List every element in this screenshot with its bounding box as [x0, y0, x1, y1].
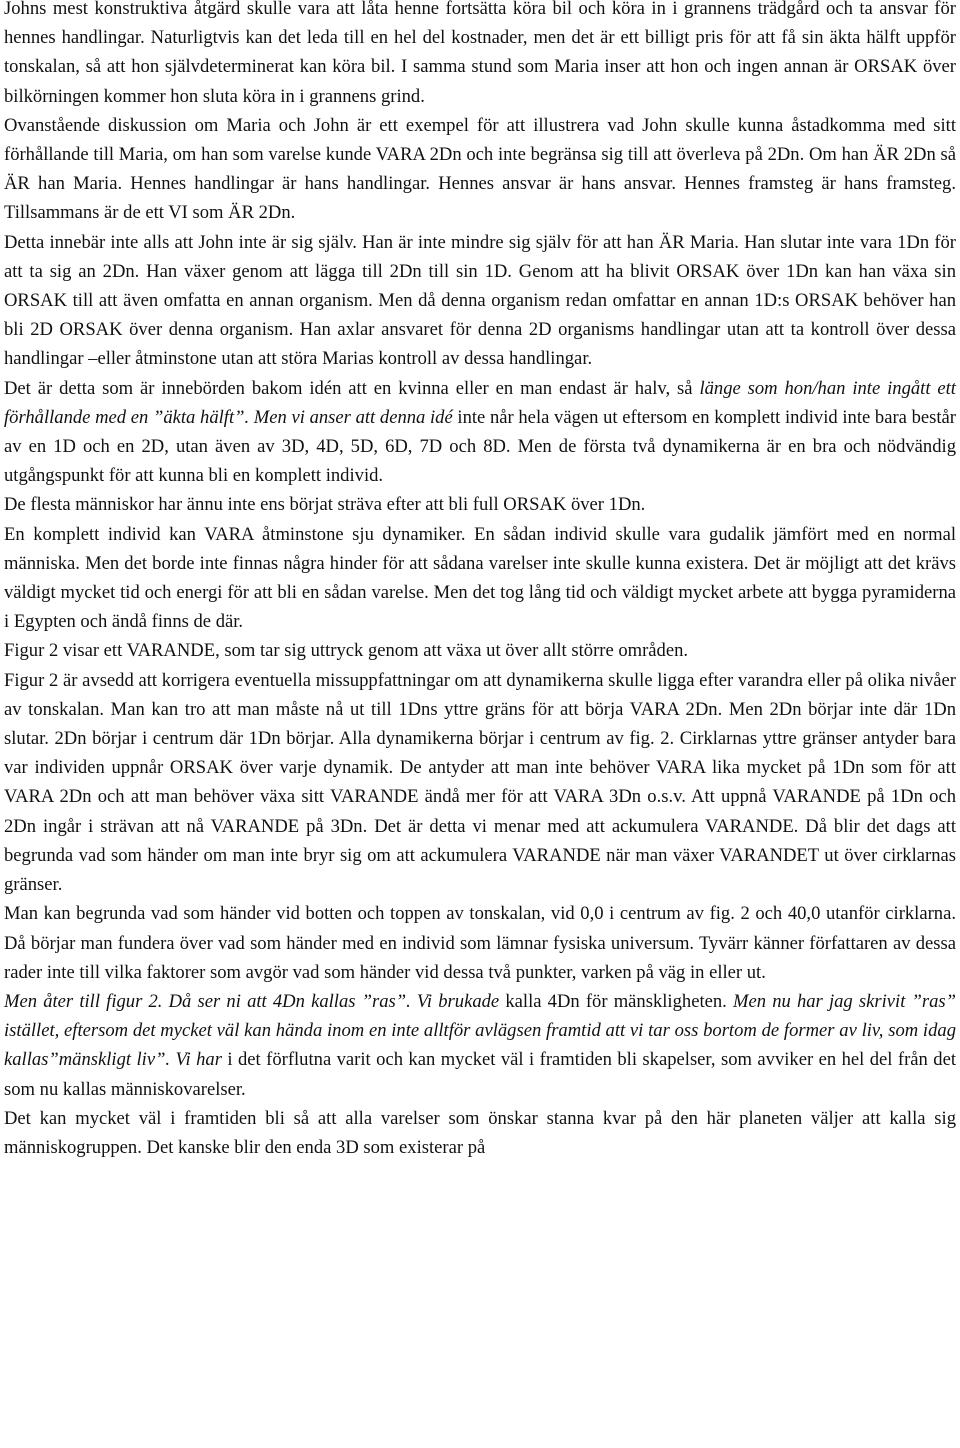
- text-run: inte når hela vägen ut eftersom en komplett individ inte bara består av en 1D och en 2D, utan även av 3D, 4D, 5D, 6D, 7D och 8D. Men de första två dynamikerna är en bra och nödvändig utgångspunkt för att kunna bli en komplett individ.: [4, 406, 956, 487]
- text-run: Johns mest konstruktiva åtgärd skulle vara att låta henne fortsätta köra bil och köra in i grannens trädgård och ta ansvar för hennes handlingar. Naturligtvis kan det leda till en hel del kostnader, men det är ett billigt pris för att få sin äkta hälft uppför tonskalan, så att hon självdeterminerat kan köra bil. I samma stund som Maria inser att hon och ingen annan är ORSAK över bilkörningen kommer hon sluta köra in i grannens grind.: [4, 0, 956, 107]
- paragraph-9: [4, 899, 956, 987]
- paragraph-2: [4, 111, 956, 228]
- text-run: De flesta människor har ännu inte ens börjat sträva efter att bli full ORSAK över 1Dn.: [4, 494, 646, 516]
- paragraph-7: [4, 636, 956, 665]
- text-run: Man kan begrunda vad som händer vid botten och toppen av tonskalan, vid 0,0 i centrum av fig. 2 och 40,0 utanför cirklarna. Då börjar man fundera över vad som händer med en individ som lämnar fysiska universum. Tyvärr känner författaren av dessa rader inte till vilka faktorer som avgör vad som händer vid dessa två punkter, varken på väg in eller ut.: [4, 903, 956, 983]
- paragraph-6: [4, 520, 956, 637]
- text-run: i det förflutna varit och kan mycket väl i framtiden bli skapelser, som avviker en hel del från det som nu kallas människovarelser.: [4, 1049, 956, 1100]
- text-run: Figur 2 är avsedd att korrigera eventuella missuppfattningar om att dynamikerna skulle ligga efter varandra eller på olika nivåer av tonskalan. Man kan tro att man måste nå ut till 1Dns yttre gräns för att börja VARA 2Dn. Men 2Dn börjar inte där 1Dn slutar. 2Dn börjar i centrum där 1Dn börjar. Alla dynamikerna börjar i centrum av fig. 2. Cirklarnas yttre gränser antyder bara var individen uppnår ORSAK över varje dynamik. De antyder att man inte behöver VARA lika mycket på 1Dn som för att VARA 2Dn och att man behöver växa sitt VARANDE ändå mer för att VARA 3Dn o.s.v. Att uppnå VARANDE på 1Dn och 2Dn ingår i strävan att nå VARANDE på 3Dn. Det är detta vi menar med att ackumulera VARANDE. Då blir det dags att begrunda vad som händer om man inte bryr sig om att ackumulera VARANDE när man växer VARANDET ut över cirklarnas gränser.: [4, 669, 956, 896]
- text-run: kalla 4Dn för mänskligheten.: [499, 990, 733, 1012]
- text-run: Figur 2 visar ett VARANDE, som tar sig uttryck genom att växa ut över allt större områden.: [4, 640, 689, 662]
- paragraph-10: [4, 987, 956, 1104]
- text-run: En komplett individ kan VARA åtminstone sju dynamiker. En sådan individ skulle vara gudalik jämfört med en normal människa. Men det borde inte finnas några hinder för att sådana varelser inte skulle kunna existera. Det är möjligt att det krävs väldigt mycket tid och energi för att bli en sådan varelse. Men det tog lång tid och väldigt mycket arbete att bygga pyramiderna i Egypten och ändå finns de där.: [4, 523, 956, 633]
- paragraph-8: [4, 666, 956, 900]
- italic-text-run: Men åter till figur 2. Då ser ni att 4Dn kallas ”ras”. Vi brukade: [4, 990, 500, 1012]
- text-run: Det är detta som är innebörden bakom idén att en kvinna eller en man endast är halv, så: [4, 377, 700, 399]
- paragraph-5: [4, 490, 956, 519]
- paragraph-11: [4, 1104, 956, 1162]
- text-run: Ovanstående diskussion om Maria och John är ett exempel för att illustrera vad John skulle kunna åstadkomma med sitt förhållande till Maria, om han som varelse kunde VARA 2Dn och inte begränsa sig till att överleva på 2Dn. Om han ÄR 2Dn så ÄR han Maria. Hennes handlingar är hans handlingar. Hennes ansvar är hans ansvar. Hennes framsteg är hans framsteg. Tillsammans är de ett VI som ÄR 2Dn.: [4, 114, 956, 224]
- text-run: Detta innebär inte alls att John inte är sig själv. Han är inte mindre sig själv för att han ÄR Maria. Han slutar inte vara 1Dn för att ta sig an 2Dn. Han växer genom att lägga till 2Dn till sin 1D. Genom att ha blivit ORSAK över 1Dn kan han växa sin ORSAK till att även omfatta en annan organism. Men då denna organism redan omfattar en annan 1D:s ORSAK behöver han bli 2D ORSAK över denna organism. Han axlar ansvaret för denna 2D organisms handlingar utan att ta kontroll över dessa handlingar –eller åtminstone utan att störa Marias kontroll av dessa handlingar.: [4, 231, 956, 370]
- italic-text-run: Men nu har jag skrivit ”ras” istället, eftersom det mycket väl kan hända inom en inte alltför avlägsen framtid att vi tar oss bortom de former av liv, som idag kallas”mänskligt liv”. Vi har: [4, 990, 957, 1071]
- paragraph-4: [4, 374, 956, 491]
- italic-text-run: länge som hon/han inte ingått ett förhållande med en ”äkta hälft”. Men vi anser att denna idé: [4, 377, 956, 428]
- paragraph-1: [4, 0, 956, 111]
- document-body: [4, 0, 956, 1162]
- text-run: Det kan mycket väl i framtiden bli så att alla varelser som önskar stanna kvar på den här planeten väljer att kalla sig människogruppen. Det kanske blir den enda 3D som existerar på: [4, 1107, 956, 1158]
- paragraph-3: [4, 228, 956, 374]
